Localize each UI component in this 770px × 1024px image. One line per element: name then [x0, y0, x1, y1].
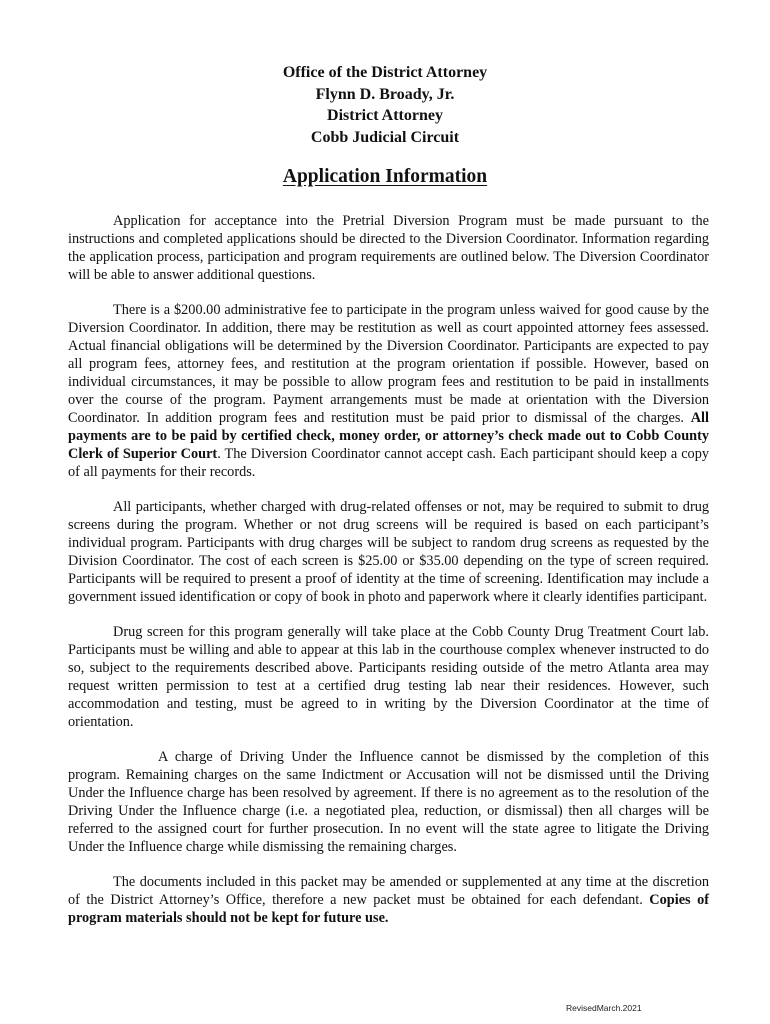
copies-warning-emphasis: Copies of program materials should not be kept for future use. [68, 892, 709, 926]
circuit-name: Cobb Judicial Circuit [310, 128, 460, 146]
paragraph-dui [68, 748, 709, 856]
paragraph-documents [68, 873, 709, 927]
district-attorney-name: Flynn D. Broady, Jr. [315, 85, 455, 103]
revision-note: RevisedMarch.2021 [566, 1003, 642, 1013]
position-title: District Attorney [327, 107, 443, 124]
paragraph-text: All participants, whether charged with drug-related offenses or not, may be required to submit to drug screens during the program. Whether or not drug screens will be required is based on each participant’s individual program. Participants with drug charges will be subject to random drug screens as requested by the Division Coordinator. The cost of each screen is $25.00 or $35.00 depending on the type of screen required. Participants will be required to present a proof of identity at the time of screening. Identification may include a government issued identification or copy of book in photo and paperwork where it clearly identifies participant. [68, 499, 709, 605]
payment-method-emphasis: All payments are to be paid by certified check, money order, or attorney’s check made out to Cobb County Clerk of Superior Court [68, 410, 709, 462]
paragraph-text: The documents included in this packet may be amended or supplemented at any time at the discretion of the District Attorney’s Office, therefore a new packet must be obtained for each defendant. [68, 874, 709, 908]
office-name: Office of the District Attorney [282, 64, 488, 81]
paragraph-text: There is a $200.00 administrative fee to participate in the program unless waived for good cause by the Diversion Coordinator. In addition, there may be restitution as well as court appointed attorney fees assessed. Actual financial obligations will be determined by the Diversion Coordinator. Participants are expected to pay all program fees, attorney fees, and restitution at the program orientation if possible. However, based on individual circumstances, it may be possible to allow program fees and restitution to be paid in installments over the course of the program. Payment arrangements must be made at orientation with the Diversion Coordinator. In addition program fees and restitution must be paid prior to dismissal of the charges. [68, 302, 709, 426]
paragraph-screen-location [68, 623, 709, 731]
paragraph-text: Drug screen for this program generally will take place at the Cobb County Drug Treatment Court lab. Participants must be willing and able to appear at this lab in the courthouse complex whenever instructed to do so, subject to the requirements described above. Participants residing outside of the metro Atlanta area may request written permission to test at a certified drug testing lab near their residences. However, such accommodation and testing, must be agreed to in writing by the Diversion Coordinator at the time of orientation. [68, 624, 709, 730]
paragraph-application [68, 212, 709, 284]
paragraph-text: Application for acceptance into the Pretrial Diversion Program must be made pursuant to the instructions and completed applications should be directed to the Diversion Coordinator. Information regarding the application process, participation and program requirements are outlined below. The Diversion Coordinator will be able to answer additional questions. [68, 213, 709, 283]
paragraph-text: A charge of Driving Under the Influence cannot be dismissed by the completion of this program. Remaining charges on the same Indictment or Accusation will not be dismissed until the Driving Under the Influence charge has been resolved by agreement. If there is no agreement as to the resolution of the Driving Under the Influence charge (i.e. a negotiated plea, reduction, or dismissal) then all charges will be referred to the assigned court for further prosecution. In no event will the state agree to litigate the Driving Under the Influence charge while dismissing the remaining charges. [68, 749, 709, 855]
paragraph-fees [68, 301, 709, 481]
letterhead [0, 62, 770, 148]
paragraph-text: . The Diversion Coordinator cannot accept cash. Each participant should keep a copy of all payments for their records. [68, 446, 709, 480]
paragraph-drug-screens [68, 498, 709, 606]
document-body [68, 212, 709, 944]
page-title: Application Information [282, 166, 488, 187]
